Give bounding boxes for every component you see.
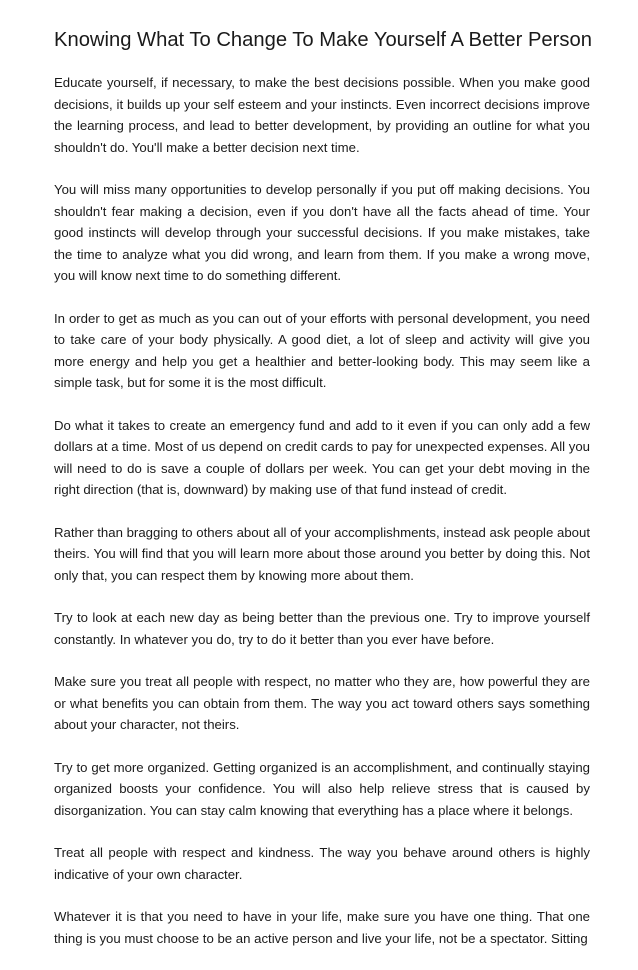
paragraph: Try to look at each new day as being better than the previous one. Try to improve yourself constantly. In whatever you do, try to do it better than you ever have before. (54, 610, 590, 647)
paragraph: Rather than bragging to others about all of your accomplishments, instead ask people about theirs. You will find that you will learn more about those around you better by doing this. Not only that, you can respect them by knowing more about them. (54, 524, 590, 583)
paragraph: Educate yourself, if necessary, to make the best decisions possible. When you make good decisions, it builds up your self esteem and your instincts. Even incorrect decisions improve the learning process, and lead to better development, by providing an outline for what you shouldn't do. You'll make a better decision next time. (54, 75, 590, 155)
document-page (54, 26, 590, 970)
paragraph: Treat all people with respect and kindness. The way you behave around others is highly indicative of your own character. (54, 845, 590, 882)
paragraph: Try to get more organized. Getting organized is an accomplishment, and continually staying organized boosts your confidence. You will also help relieve stress that is caused by disorganization. You can stay calm knowing that everything has a place where it belongs. (54, 759, 590, 818)
paragraph: You will miss many opportunities to develop personally if you put off making decisions. You shouldn't fear making a decision, even if you don't have all the facts ahead of time. Your good instincts will develop through your successful decisions. If you make mistakes, take the time to analyze what you did wrong, and learn from them. If you make a wrong move, you will know next time to do something different. (54, 182, 590, 283)
paragraph: Whatever it is that you need to have in your life, make sure you have one thing. That one thing is you must choose to be an active person and live your life, not be a spectator. Sitting (54, 909, 590, 946)
document-title: Knowing What To Change To Make Yourself A Better Person (54, 29, 592, 51)
paragraph: Do what it takes to create an emergency fund and add to it even if you can only add a few dollars at a time. Most of us depend on credit cards to pay for unexpected expenses. All you will need to do is save a couple of dollars per week. You can get your debt moving in the right direction (that is, downward) by making use of that fund instead of credit. (54, 417, 590, 497)
paragraph: Make sure you treat all people with respect, no matter who they are, how powerful they are or what benefits you can obtain from them. The way you act toward others says something about your character, not theirs. (54, 674, 590, 732)
paragraph: In order to get as much as you can out of your efforts with personal development, you need to take care of your body physically. A good diet, a lot of sleep and activity will give you more energy and help you get a healthier and better-looking body. This may seem like a simple task, but for some it is the most difficult. (54, 310, 590, 390)
